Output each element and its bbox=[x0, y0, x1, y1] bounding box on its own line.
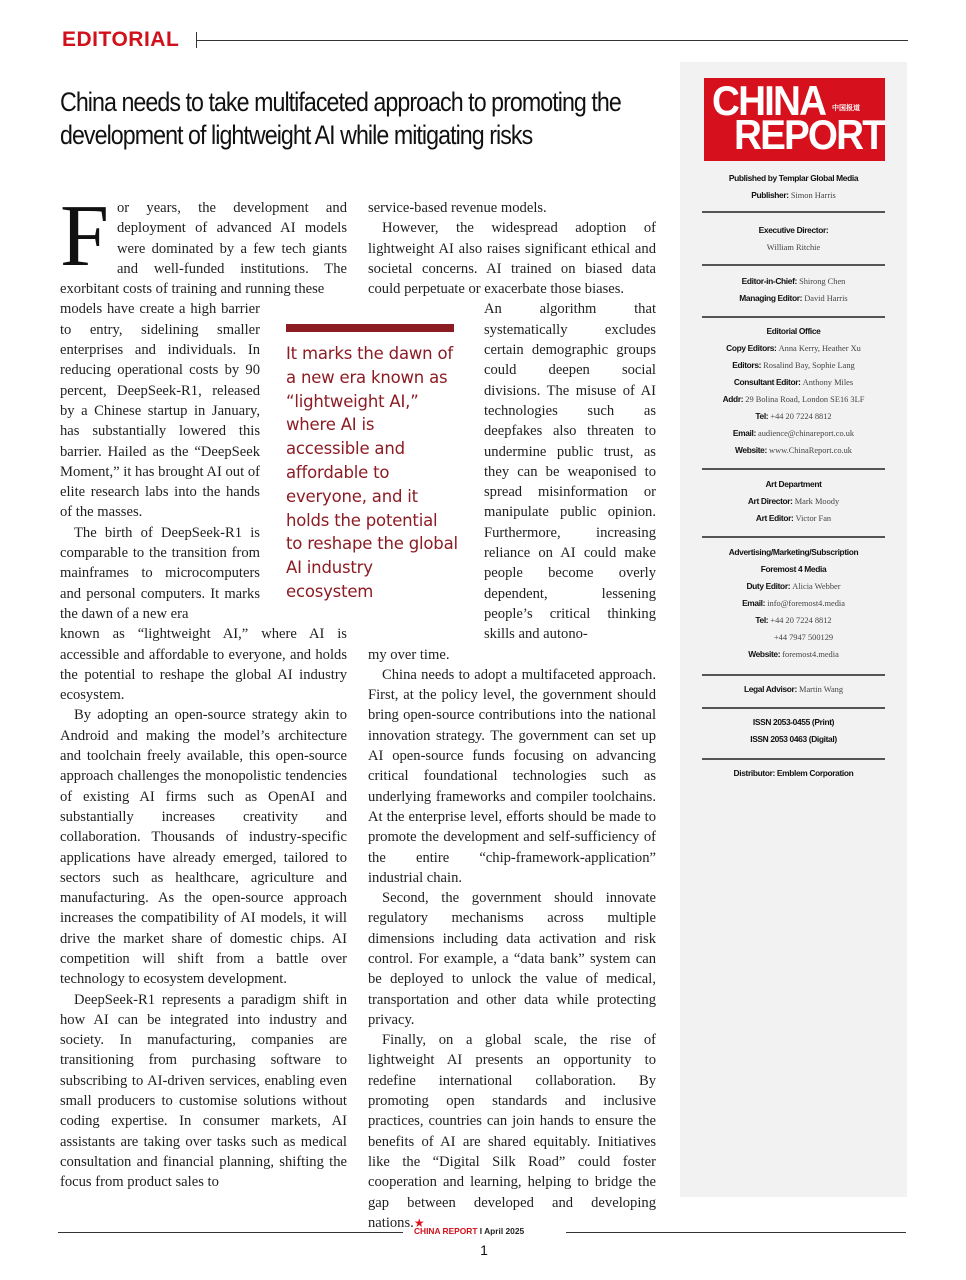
art-director: Art Director: Mark Moody bbox=[747, 496, 840, 506]
paragraph-6-continued: An algorithm that systematically excludes certain demographic groups could deepen social divisions. The misuse of AI technologies such as deepfakes also threaten to undermine public trust, as they can be weaponised to spread misinformation or manipulate public opinion. Furthermore, increasing reliance on AI could make people become overly dependent, lessening people’s critical thinking skills and autono- bbox=[484, 301, 656, 643]
sidebar-divider bbox=[702, 468, 885, 470]
distributor-block bbox=[702, 765, 885, 782]
sidebar-divider bbox=[702, 211, 885, 213]
advertising-email: Email: info@foremost4.media bbox=[742, 598, 845, 608]
executive-director-label: Executive Director: bbox=[758, 225, 829, 235]
column-2-wrap-around-pullquote bbox=[484, 299, 656, 644]
advertising-email-link[interactable]: info@foremost4.media bbox=[767, 599, 845, 608]
copy-editors: Copy Editors: Anna Kerry, Heather Xu bbox=[726, 343, 861, 353]
paragraph-2-continued: known as “lightweight AI,” where AI is accessible and affordable to everyone, and holds the potential to reshape the global AI industry ecosystem. bbox=[60, 626, 347, 704]
paragraph-9 bbox=[368, 1030, 656, 1233]
paragraph-3: By adopting an open-source strategy akin to Android and making the model’s architecture and toolchain freely available, this open-source approach challenges the monopolistic tendencies of existing AI firms such as OpenAI and substantially increases creativity and collaboration. Thousands of industry-specific applications have already emerged, tailored to sectors such as healthcare, agriculture and manufacturing. As the open-source approach increases the compatibility of AI models, it will drive the market share of domestic chips. AI competition will shift from a battle over technology to ecosystem development. bbox=[60, 707, 347, 988]
footer-rule-left bbox=[58, 1232, 403, 1233]
paragraph-6-tail: my over time. bbox=[368, 646, 450, 663]
footer-issue-info bbox=[414, 1226, 524, 1236]
sidebar-divider bbox=[702, 316, 885, 318]
issn-block bbox=[702, 714, 885, 748]
logo-text-report: REPORT bbox=[734, 111, 884, 158]
issn-print: ISSN 2053-0455 (Print) bbox=[752, 717, 835, 727]
sidebar-divider bbox=[702, 536, 885, 538]
advertising-company: Foremost 4 Media bbox=[760, 564, 827, 574]
advertising-block bbox=[702, 544, 885, 663]
drop-cap: F bbox=[60, 188, 109, 285]
section-rule bbox=[197, 40, 908, 41]
paragraph-2: The birth of DeepSeek-R1 is comparable to the transition from mainframes to microcomputers and personal computers. It marks the dawn of a new era bbox=[60, 524, 260, 622]
footer-date: April 2025 bbox=[484, 1226, 525, 1236]
editors: Editors: Rosalind Bay, Sophie Lang bbox=[732, 360, 855, 370]
headline bbox=[60, 86, 662, 152]
paragraph-1-lead: or years, the development and deployment of advanced AI models were dominated by a few tech giants and well-funded institutions. The exorbitant costs of training and running these bbox=[60, 200, 347, 298]
editorial-office-title: Editorial Office bbox=[766, 326, 821, 336]
duty-editor: Duty Editor: Alicia Webber bbox=[746, 581, 841, 591]
advertising-website-link[interactable]: foremost4.media bbox=[782, 650, 839, 659]
end-star-icon: ★ bbox=[413, 1215, 425, 1230]
issn-digital: ISSN 2053 0463 (Digital) bbox=[750, 734, 837, 744]
headline-line-1: China needs to take multifaceted approach to promoting the bbox=[60, 87, 621, 117]
logo-text-china: CHINA bbox=[712, 78, 826, 124]
legal-block bbox=[702, 681, 885, 698]
sidebar-divider bbox=[702, 707, 885, 709]
paragraph-6: However, the widespread adoption of lightweight AI also raises significant ethical and societal concerns. AI trained on biased data could perpetuate or exacerbate those biases. bbox=[368, 220, 656, 298]
published-by: Published by Templar Global Media bbox=[728, 173, 859, 183]
email-link[interactable]: audience@chinareport.co.uk bbox=[758, 429, 855, 438]
editor-in-chief: Editor-in-Chief: Shirong Chen bbox=[741, 276, 846, 286]
website-link[interactable]: www.ChinaReport.co.uk bbox=[769, 446, 852, 455]
publisher: Publisher: Simon Harris bbox=[751, 190, 836, 200]
section-label: EDITORIAL bbox=[62, 28, 180, 51]
executive-director-name: William Ritchie bbox=[766, 243, 821, 252]
legal-advisor: Legal Advisor: Martin Wang bbox=[743, 684, 844, 694]
advertising-title: Advertising/Marketing/Subscription bbox=[728, 547, 859, 557]
paragraph-5-end: service-based revenue models. bbox=[368, 200, 547, 216]
footer-rule-right bbox=[566, 1232, 906, 1233]
sidebar-divider bbox=[702, 674, 885, 676]
executive-block bbox=[702, 222, 885, 256]
footer-brand: CHINA REPORT bbox=[414, 1226, 478, 1236]
sidebar-divider bbox=[702, 264, 885, 266]
paragraph-9-text: Finally, on a global scale, the rise of lightweight AI presents an opportunity to redefine international collaboration. By promoting open standards and inclusive practices, countries can join hands to ensure the benefits of AI are shared equitably. Initiatives like the “Digital Silk Road” could foster cooperation and learning, helping to bridge the gap between developed and developing nations. bbox=[368, 1032, 656, 1231]
email: Email: audience@chinareport.co.uk bbox=[732, 428, 855, 438]
editorial-office-block bbox=[702, 323, 885, 459]
headline-line-2: development of lightweight AI while mitigating risks bbox=[60, 120, 533, 150]
advertising-telephone: Tel: +44 20 7224 8812 bbox=[755, 615, 832, 625]
logo-text-chinese: 中国报道 bbox=[832, 104, 860, 112]
distributor: Distributor: Emblem Corporation bbox=[733, 768, 854, 778]
consultant-editor: Consultant Editor: Anthony Miles bbox=[733, 377, 854, 387]
telephone: Tel: +44 20 7224 8812 bbox=[755, 411, 832, 421]
china-report-logo bbox=[704, 78, 885, 161]
paragraph-7: China needs to adopt a multifaceted approach. First, at the policy level, the government should bring open-source contributions into the national innovation strategy. The government can set up AI open-source funds focusing on advancing critical foundational technologies such as underlying frameworks and compiler toolchains. At the enterprise level, efforts should be made to promote the development and self-sufficiency of the entire “chip-framework-application” industrial chain. bbox=[368, 666, 656, 886]
masthead-sidebar bbox=[680, 62, 907, 1197]
website: Website: www.ChinaReport.co.uk bbox=[734, 445, 852, 455]
section-header bbox=[62, 28, 908, 52]
advertising-website: Website: foremost4.media bbox=[748, 649, 839, 659]
paragraph-4: DeepSeek-R1 represents a paradigm shift in how AI can be integrated into industry and society. In manufacturing, companies are transitioning from purchasing software to subscribing to AI-driven services, enabling even small producers to customise solutions without coding expertise. In consumer markets, AI assistants are taking over tasks such as medical consultation and financial planning, shifting the focus from product sales to bbox=[60, 991, 347, 1191]
column-1-wrap-around-pullquote bbox=[60, 299, 260, 624]
art-editor: Art Editor: Victor Fan bbox=[755, 513, 832, 523]
art-department-block bbox=[702, 476, 885, 527]
sidebar-divider bbox=[702, 758, 885, 760]
paragraph-8: Second, the government should innovate regulatory mechanisms across multiple dimensions including data activation and risk control. For example, a “data bank” system can be deployed to unlock the value of medical, transportation and other data while protecting privacy. bbox=[368, 890, 656, 1028]
page-number: 1 bbox=[480, 1242, 488, 1258]
article-column-2 bbox=[368, 198, 656, 1233]
publisher-block bbox=[702, 170, 885, 204]
editors-block bbox=[702, 273, 885, 307]
address: Addr: 29 Bolina Road, London SE16 3LF bbox=[722, 394, 865, 404]
paragraph-1 bbox=[60, 188, 347, 299]
advertising-telephone-2: +44 7947 500129 bbox=[773, 633, 834, 642]
footer-separator: I bbox=[479, 1226, 483, 1236]
art-department-title: Art Department bbox=[765, 479, 822, 489]
managing-editor: Managing Editor: David Harris bbox=[739, 293, 848, 303]
paragraph-1-continued: models have create a high barrier to entry, sidelining smaller enterprises and individuals. In reducing operational costs by 90 percent, DeepSeek-R1, released by a Chinese startup in January, has substantially lowered this barrier. Hailed as the “DeepSeek Moment,” it has brought AI out of elite research labs into the hands of the masses. bbox=[60, 301, 260, 521]
pull-quote-text: It marks the dawn of a new era known as “lightweight AI,” where AI is accessible and affordable to everyone, and it holds the potential to reshape the global AI industry ecosystem bbox=[286, 344, 458, 601]
